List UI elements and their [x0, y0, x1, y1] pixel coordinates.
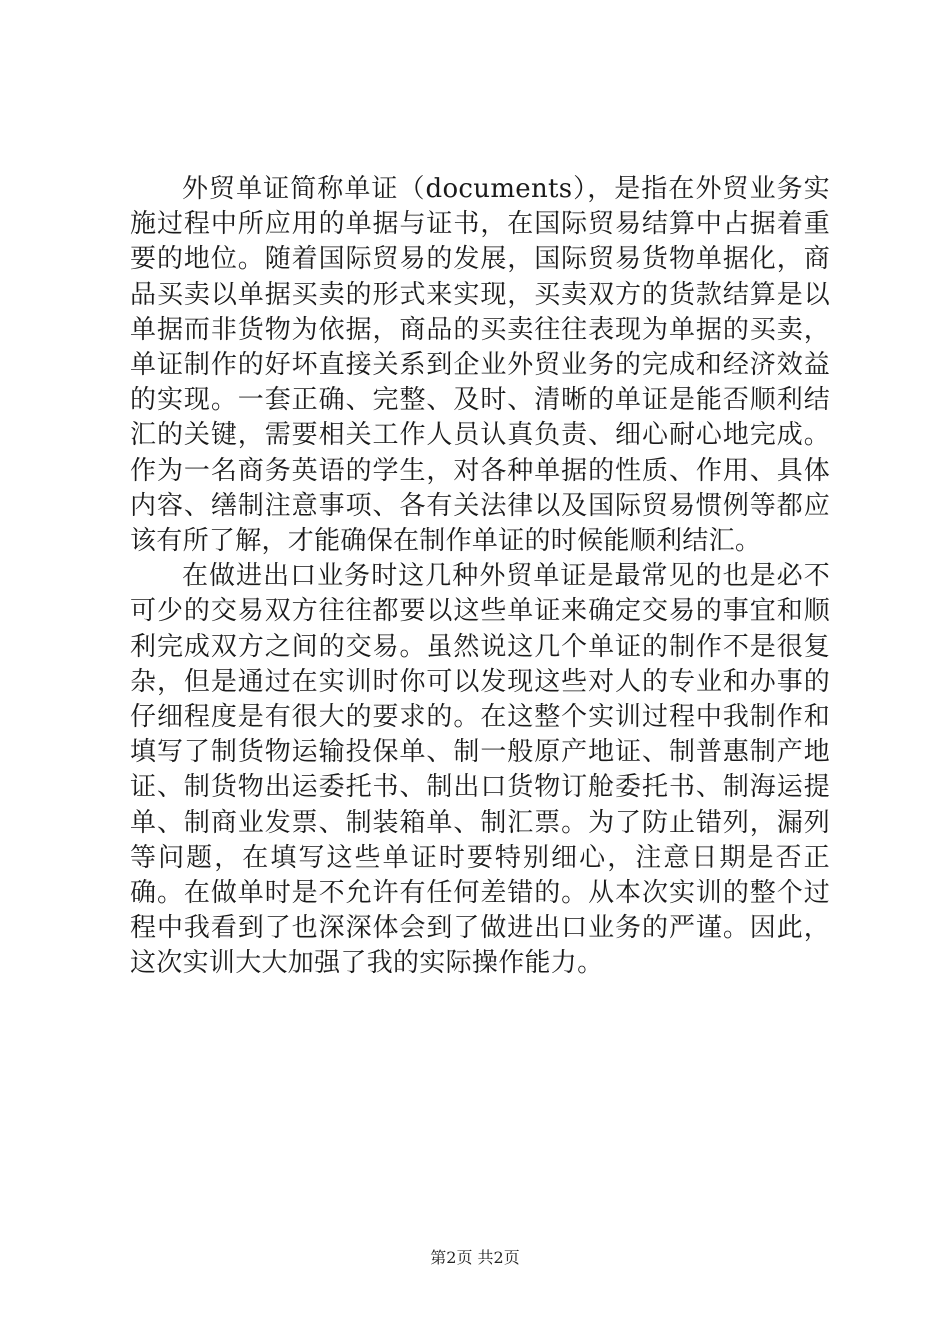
- page-number-footer: 第2页 共2页: [430, 1248, 520, 1267]
- document-body: [130, 172, 830, 982]
- paragraph-1: 外贸单证简称单证（documents），是指在外贸业务实施过程中所应用的单据与证书，在国际贸易结算中占据着重要的地位。随着国际贸易的发展，国际贸易货物单据化，商品买卖以单据买卖的形式来实现，买卖双方的货款结算是以单据而非货物为依据，商品的买卖往往表现为单据的买卖，单证制作的好坏直接关系到企业外贸业务的完成和经济效益的实现。一套正确、完整、及时、清晰的单证是能否顺利结汇的关键，需要相关工作人员认真负责、细心耐心地完成。作为一名商务英语的学生，对各种单据的性质、作用、具体内容、缮制注意事项、各有关法律以及国际贸易惯例等都应该有所了解，才能确保在制作单证的时候能顺利结汇。: [130, 174, 830, 557]
- paragraph-2: 在做进出口业务时这几种外贸单证是最常见的也是必不可少的交易双方往往都要以这些单证来确定交易的事宜和顺利完成双方之间的交易。虽然说这几个单证的制作不是很复杂，但是通过在实训时你可以发现这些对人的专业和办事的仔细程度是有很大的要求的。在这整个实训过程中我制作和填写了制货物运输投保单、制一般原产地证、制普惠制产地证、制货物出运委托书、制出口货物订舱委托书、制海运提单、制商业发票、制装箱单、制汇票。为了防止错列，漏列等问题，在填写这些单证时要特别细心，注意日期是否正确。在做单时是不允许有任何差错的。从本次实训的整个过程中我看到了也深深体会到了做进出口业务的严谨。因此，这次实训大大加强了我的实际操作能力。: [130, 561, 830, 979]
